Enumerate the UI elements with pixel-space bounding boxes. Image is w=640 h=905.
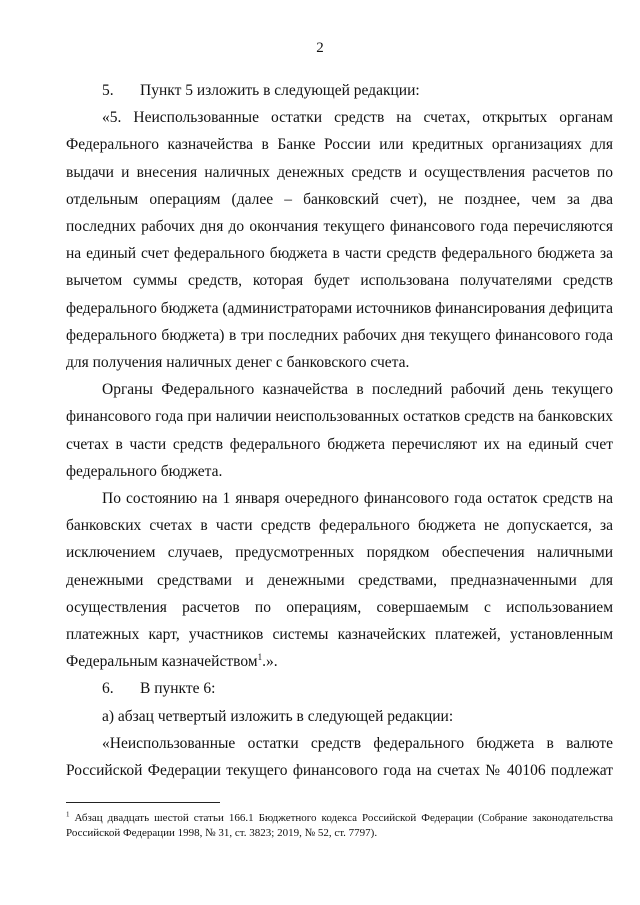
- paragraph: [66, 703, 613, 730]
- paragraph-text: Пункт 5 изложить в следующей редакции:: [140, 82, 420, 99]
- footnote-marker: 1: [66, 810, 70, 819]
- paragraph-text: В пункте 6:: [140, 680, 216, 698]
- paragraph-item-5: [66, 77, 613, 104]
- paragraph: [66, 104, 613, 376]
- paragraph-text: «5. Неиспользованные остатки средств на счетах, открытых органам Федерального казначейства в Банке России или кредитных организациях для выдачи и внесения наличных денежных средств и осуществления расчетов по отдельным операциям (далее – банковский счет), не позднее, чем за два последних рабочих дня до окончания текущего финансового года перечисляются на единый счет федерального бюджета в части средств федерального бюджета за вычетом суммы средств, которая будет использована получателями средств федерального бюджета (администраторами источников финансирования дефицита федерального бюджета) в три последних рабочих дня текущего финансового года для получения наличных денег с банковского счета.: [66, 109, 613, 372]
- item-number: 6.: [102, 680, 114, 698]
- paragraph-item-6: [66, 675, 613, 702]
- paragraph-text: По состоянию на 1 января очередного финансового года остаток средств на банковских счетах в части средств федерального бюджета не допускается, за исключением случаев, предусмотренных порядком обеспечения наличными денежными средствами и денежными средствами, предназначенными для осуществления расчетов по операциям, совершаемым с использованием платежных карт, участников системы казначейских платежей, установленным Федеральным казначейством: [66, 490, 613, 671]
- paragraph-text: а) абзац четвертый изложить в следующей редакции:: [102, 707, 454, 725]
- page-number: 2: [316, 40, 324, 56]
- footnote-reference: 1: [257, 652, 263, 663]
- paragraph: [66, 730, 613, 784]
- footnote: [66, 811, 613, 841]
- paragraph: [66, 485, 613, 675]
- paragraph-text: «Неиспользованные остатки средств федерального бюджета в валюте Российской Федерации текущего финансового года на счетах № 40106 подлежат: [66, 734, 613, 780]
- paragraph-tail: .».: [262, 653, 278, 671]
- footnote-text: Абзац двадцать шестой статьи 166.1 Бюджетного кодекса Российской Федерации (Собрание законодательства Российской Федерации 1998, № 31, ст. 3823; 2019, № 52, ст. 7797).: [66, 812, 614, 839]
- paragraph: [66, 376, 613, 485]
- paragraph-text: Органы Федерального казначейства в последний рабочий день текущего финансового года при наличии неиспользованных остатков средств на банковских счетах в части средств федерального бюджета перечисляют их на единый счет федерального бюджета.: [66, 381, 613, 480]
- footnote-divider: [66, 802, 220, 803]
- document-body: [66, 77, 613, 784]
- item-number: 5.: [102, 82, 114, 99]
